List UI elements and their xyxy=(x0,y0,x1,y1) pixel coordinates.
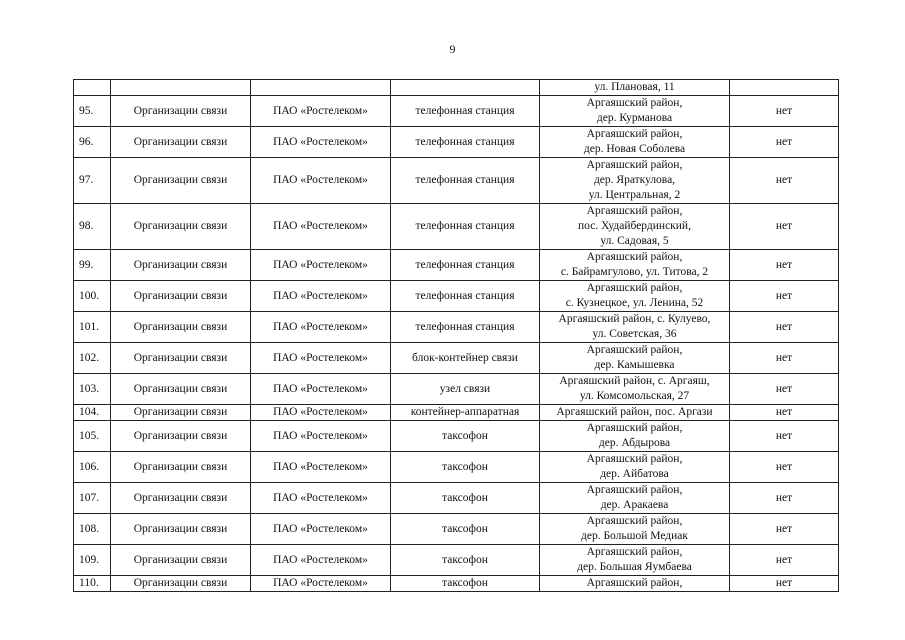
object-type-cell: таксофон xyxy=(391,576,540,592)
page-number: 9 xyxy=(449,42,456,56)
status-cell: нет xyxy=(730,421,839,452)
row-number: 101. xyxy=(74,312,111,343)
owner-cell: ПАО «Ростелеком» xyxy=(251,452,391,483)
object-type-cell: таксофон xyxy=(391,514,540,545)
object-type-cell: телефонная станция xyxy=(391,204,540,250)
status-cell: нет xyxy=(730,483,839,514)
table-row xyxy=(74,483,839,514)
object-type-cell: телефонная станция xyxy=(391,127,540,158)
category-cell: Организации связи xyxy=(111,374,251,405)
status-cell: нет xyxy=(730,312,839,343)
category-cell: Организации связи xyxy=(111,127,251,158)
row-number xyxy=(74,80,111,96)
address-cell: Аргаяшский район, дер. Аракаева xyxy=(540,483,730,514)
table-row xyxy=(74,96,839,127)
address-cell: Аргаяшский район, дер. Новая Соболева xyxy=(540,127,730,158)
category-cell: Организации связи xyxy=(111,576,251,592)
address-cell: Аргаяшский район, дер. Курманова xyxy=(540,96,730,127)
table-row xyxy=(74,127,839,158)
address-cell: Аргаяшский район, с. Кузнецкое, ул. Ленина, 52 xyxy=(540,281,730,312)
row-number: 95. xyxy=(74,96,111,127)
status-cell: нет xyxy=(730,452,839,483)
object-type-cell: таксофон xyxy=(391,545,540,576)
owner-cell: ПАО «Ростелеком» xyxy=(251,483,391,514)
status-cell: нет xyxy=(730,204,839,250)
category-cell xyxy=(111,80,251,96)
address-cell: Аргаяшский район, дер. Абдырова xyxy=(540,421,730,452)
table-row xyxy=(74,312,839,343)
category-cell: Организации связи xyxy=(111,483,251,514)
category-cell: Организации связи xyxy=(111,281,251,312)
owner-cell: ПАО «Ростелеком» xyxy=(251,343,391,374)
table-row xyxy=(74,576,839,592)
address-cell: Аргаяшский район, дер. Яраткулова, ул. Центральная, 2 xyxy=(540,158,730,204)
owner-cell: ПАО «Ростелеком» xyxy=(251,576,391,592)
category-cell: Организации связи xyxy=(111,421,251,452)
address-cell: Аргаяшский район, пос. Худайбердинский, ул. Садовая, 5 xyxy=(540,204,730,250)
address-cell: Аргаяшский район, дер. Айбатова xyxy=(540,452,730,483)
owner-cell: ПАО «Ростелеком» xyxy=(251,281,391,312)
address-cell: Аргаяшский район, дер. Камышевка xyxy=(540,343,730,374)
row-number: 99. xyxy=(74,250,111,281)
owner-cell: ПАО «Ростелеком» xyxy=(251,405,391,421)
status-cell: нет xyxy=(730,514,839,545)
category-cell: Организации связи xyxy=(111,250,251,281)
row-number: 100. xyxy=(74,281,111,312)
status-cell: нет xyxy=(730,374,839,405)
status-cell: нет xyxy=(730,281,839,312)
row-number: 97. xyxy=(74,158,111,204)
row-number: 102. xyxy=(74,343,111,374)
status-cell: нет xyxy=(730,96,839,127)
object-type-cell: контейнер-аппаратная xyxy=(391,405,540,421)
table-row xyxy=(74,374,839,405)
owner-cell: ПАО «Ростелеком» xyxy=(251,250,391,281)
status-cell: нет xyxy=(730,127,839,158)
address-cell: Аргаяшский район, пос. Аргази xyxy=(540,405,730,421)
owner-cell: ПАО «Ростелеком» xyxy=(251,96,391,127)
category-cell: Организации связи xyxy=(111,96,251,127)
status-cell: нет xyxy=(730,545,839,576)
row-number: 98. xyxy=(74,204,111,250)
category-cell: Организации связи xyxy=(111,343,251,374)
category-cell: Организации связи xyxy=(111,405,251,421)
owner-cell: ПАО «Ростелеком» xyxy=(251,514,391,545)
row-number: 96. xyxy=(74,127,111,158)
status-cell xyxy=(730,80,839,96)
owner-cell: ПАО «Ростелеком» xyxy=(251,312,391,343)
owner-cell: ПАО «Ростелеком» xyxy=(251,545,391,576)
row-number: 108. xyxy=(74,514,111,545)
address-cell: Аргаяшский район, дер. Большой Медиак xyxy=(540,514,730,545)
row-number: 103. xyxy=(74,374,111,405)
facilities-table xyxy=(73,79,839,592)
category-cell: Организации связи xyxy=(111,312,251,343)
object-type-cell: телефонная станция xyxy=(391,312,540,343)
status-cell: нет xyxy=(730,405,839,421)
table-row xyxy=(74,281,839,312)
object-type-cell: телефонная станция xyxy=(391,281,540,312)
status-cell: нет xyxy=(730,576,839,592)
address-cell: Аргаяшский район, с. Кулуево, ул. Советская, 36 xyxy=(540,312,730,343)
object-type-cell: телефонная станция xyxy=(391,158,540,204)
status-cell: нет xyxy=(730,343,839,374)
row-number: 110. xyxy=(74,576,111,592)
table-row xyxy=(74,405,839,421)
category-cell: Организации связи xyxy=(111,158,251,204)
object-type-cell: телефонная станция xyxy=(391,250,540,281)
table-row xyxy=(74,421,839,452)
object-type-cell: блок-контейнер связи xyxy=(391,343,540,374)
table-row xyxy=(74,343,839,374)
table-row xyxy=(74,514,839,545)
status-cell: нет xyxy=(730,158,839,204)
row-number: 109. xyxy=(74,545,111,576)
category-cell: Организации связи xyxy=(111,514,251,545)
owner-cell: ПАО «Ростелеком» xyxy=(251,204,391,250)
object-type-cell: таксофон xyxy=(391,452,540,483)
object-type-cell xyxy=(391,80,540,96)
address-cell: Аргаяшский район, xyxy=(540,576,730,592)
table-row xyxy=(74,250,839,281)
object-type-cell: таксофон xyxy=(391,483,540,514)
row-number: 105. xyxy=(74,421,111,452)
owner-cell: ПАО «Ростелеком» xyxy=(251,374,391,405)
object-type-cell: узел связи xyxy=(391,374,540,405)
owner-cell: ПАО «Ростелеком» xyxy=(251,421,391,452)
row-number: 106. xyxy=(74,452,111,483)
object-type-cell: телефонная станция xyxy=(391,96,540,127)
table-row xyxy=(74,545,839,576)
address-cell: ул. Плановая, 11 xyxy=(540,80,730,96)
table-row xyxy=(74,80,839,96)
category-cell: Организации связи xyxy=(111,204,251,250)
row-number: 107. xyxy=(74,483,111,514)
table-row xyxy=(74,204,839,250)
row-number: 104. xyxy=(74,405,111,421)
address-cell: Аргаяшский район, с. Байрамгулово, ул. Титова, 2 xyxy=(540,250,730,281)
owner-cell: ПАО «Ростелеком» xyxy=(251,127,391,158)
owner-cell xyxy=(251,80,391,96)
address-cell: Аргаяшский район, дер. Большая Яумбаева xyxy=(540,545,730,576)
status-cell: нет xyxy=(730,250,839,281)
object-type-cell: таксофон xyxy=(391,421,540,452)
address-cell: Аргаяшский район, с. Аргаяш, ул. Комсомольская, 27 xyxy=(540,374,730,405)
table-row xyxy=(74,452,839,483)
table-body xyxy=(74,80,839,592)
table-row xyxy=(74,158,839,204)
category-cell: Организации связи xyxy=(111,545,251,576)
owner-cell: ПАО «Ростелеком» xyxy=(251,158,391,204)
category-cell: Организации связи xyxy=(111,452,251,483)
